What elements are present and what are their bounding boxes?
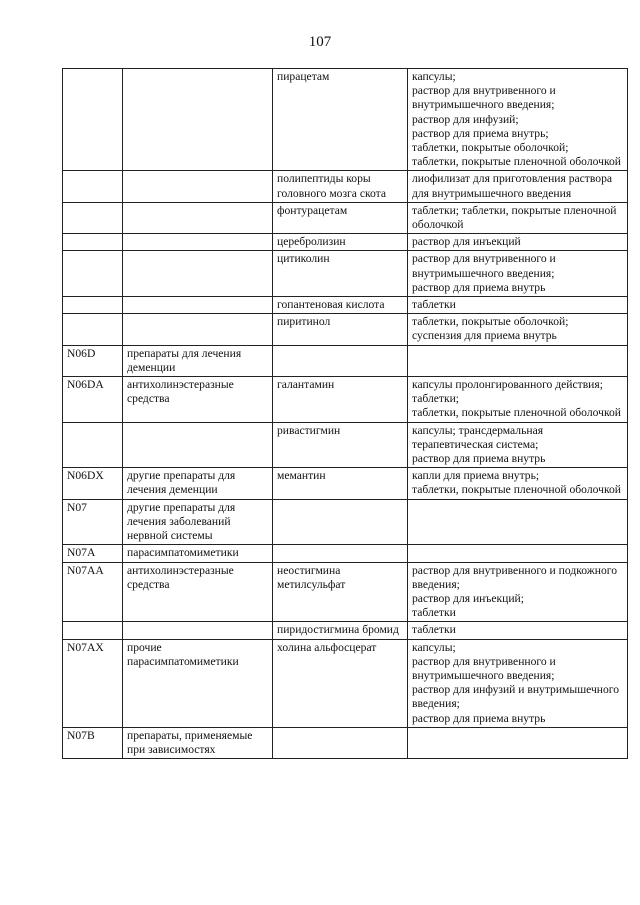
cell-drug-name bbox=[273, 499, 408, 545]
cell-group-name: другие препараты для лечения деменции bbox=[123, 468, 273, 499]
dosage-form-line: таблетки bbox=[412, 606, 456, 620]
cell-atc-code bbox=[63, 297, 123, 314]
cell-atc-code bbox=[63, 202, 123, 233]
cell-group-name bbox=[123, 202, 273, 233]
cell-drug-name bbox=[273, 727, 408, 758]
cell-dosage-forms bbox=[408, 314, 628, 345]
dosage-form-line: раствор для внутривенного и подкожного введения; bbox=[412, 563, 618, 591]
cell-dosage-forms bbox=[408, 251, 628, 297]
table-row bbox=[63, 345, 628, 376]
cell-atc-code: N06D bbox=[63, 345, 123, 376]
table-row bbox=[63, 727, 628, 758]
table-row bbox=[63, 499, 628, 545]
dosage-form-line: раствор для приема внутрь bbox=[412, 452, 546, 466]
cell-drug-name: ривастигмин bbox=[273, 422, 408, 468]
dosage-form-line: раствор для инъекций; bbox=[412, 591, 524, 605]
cell-dosage-forms bbox=[408, 234, 628, 251]
cell-group-name bbox=[123, 251, 273, 297]
table-row bbox=[63, 377, 628, 423]
dosage-form-line: раствор для внутривенного и внутримышечного введения; bbox=[412, 252, 556, 280]
table-row bbox=[63, 171, 628, 202]
cell-group-name bbox=[123, 234, 273, 251]
cell-group-name bbox=[123, 422, 273, 468]
drug-table bbox=[62, 68, 628, 759]
cell-drug-name: гопантеновая кислота bbox=[273, 297, 408, 314]
cell-group-name: препараты, применяемые при зависимостях bbox=[123, 727, 273, 758]
dosage-form-line: таблетки, покрытые пленочной оболочкой bbox=[412, 155, 621, 169]
cell-dosage-forms bbox=[408, 377, 628, 423]
dosage-form-line: капсулы; bbox=[412, 70, 456, 83]
table-row bbox=[63, 297, 628, 314]
dosage-form-line: таблетки, покрытые пленочной оболочкой bbox=[412, 483, 621, 497]
cell-drug-name: мемантин bbox=[273, 468, 408, 499]
dosage-form-line: таблетки; таблетки, покрытые пленочной оболочкой bbox=[412, 203, 617, 232]
dosage-form-line: раствор для внутривенного и внутримышечного введения; bbox=[412, 84, 556, 112]
page-number: 107 bbox=[308, 34, 332, 50]
dosage-form-line: раствор для инфузий; bbox=[412, 112, 519, 126]
cell-atc-code bbox=[63, 314, 123, 345]
dosage-form-line: лиофилизат для приготовления раствора для внутримышечного введения bbox=[412, 172, 613, 200]
cell-drug-name bbox=[273, 545, 408, 562]
cell-drug-name: пирацетам bbox=[273, 69, 408, 171]
cell-drug-name: галантамин bbox=[273, 377, 408, 423]
cell-dosage-forms bbox=[408, 69, 628, 171]
dosage-form-line: таблетки, покрытые оболочкой; bbox=[412, 315, 569, 329]
cell-dosage-forms bbox=[408, 468, 628, 499]
cell-drug-name: неостигмина метилсульфат bbox=[273, 562, 408, 622]
cell-group-name bbox=[123, 297, 273, 314]
cell-atc-code: N07A bbox=[63, 545, 123, 562]
cell-atc-code bbox=[63, 251, 123, 297]
cell-dosage-forms bbox=[408, 297, 628, 314]
cell-drug-name: церебролизин bbox=[273, 234, 408, 251]
cell-drug-name: фонтурацетам bbox=[273, 202, 408, 233]
dosage-form-line: таблетки bbox=[412, 623, 456, 637]
table-row bbox=[63, 622, 628, 639]
cell-drug-name: цитиколин bbox=[273, 251, 408, 297]
dosage-form-line: капсулы; трансдермальная терапевтическая система; bbox=[412, 423, 544, 451]
cell-atc-code bbox=[63, 622, 123, 639]
cell-drug-name bbox=[273, 345, 408, 376]
cell-drug-name: полипептиды коры головного мозга скота bbox=[273, 171, 408, 202]
cell-dosage-forms bbox=[408, 202, 628, 233]
cell-atc-code: N06DX bbox=[63, 468, 123, 499]
cell-dosage-forms bbox=[408, 499, 628, 545]
dosage-form-line: таблетки, покрытые пленочной оболочкой bbox=[412, 406, 621, 420]
cell-dosage-forms bbox=[408, 639, 628, 727]
cell-atc-code: N07AX bbox=[63, 639, 123, 727]
cell-drug-name: пиритинол bbox=[273, 314, 408, 345]
cell-group-name: прочие парасимпатомиметики bbox=[123, 639, 273, 727]
dosage-form-line: капсулы пролонгированного действия; таблетки; bbox=[412, 378, 603, 406]
cell-group-name bbox=[123, 69, 273, 171]
cell-atc-code: N07AA bbox=[63, 562, 123, 622]
cell-group-name: другие препараты для лечения заболеваний нервной системы bbox=[123, 499, 273, 545]
dosage-form-line: капсулы; bbox=[412, 640, 456, 654]
dosage-form-line: раствор для инъекций bbox=[412, 235, 521, 249]
table-row bbox=[63, 251, 628, 297]
table-row bbox=[63, 545, 628, 562]
cell-dosage-forms bbox=[408, 562, 628, 622]
cell-dosage-forms bbox=[408, 422, 628, 468]
cell-dosage-forms bbox=[408, 171, 628, 202]
table-row bbox=[63, 562, 628, 622]
cell-atc-code: N07B bbox=[63, 727, 123, 758]
cell-group-name bbox=[123, 622, 273, 639]
cell-group-name: антихолинэстеразные средства bbox=[123, 377, 273, 423]
cell-dosage-forms bbox=[408, 622, 628, 639]
cell-atc-code bbox=[63, 69, 123, 171]
cell-group-name bbox=[123, 171, 273, 202]
cell-atc-code bbox=[63, 234, 123, 251]
dosage-form-line: раствор для приема внутрь; bbox=[412, 126, 549, 140]
table-row bbox=[63, 234, 628, 251]
cell-atc-code: N06DA bbox=[63, 377, 123, 423]
dosage-form-line: раствор для приема внутрь bbox=[412, 280, 546, 294]
dosage-form-line: суспензия для приема внутрь bbox=[412, 329, 557, 343]
cell-dosage-forms bbox=[408, 727, 628, 758]
cell-dosage-forms bbox=[408, 345, 628, 376]
dosage-form-line: таблетки bbox=[412, 298, 456, 312]
dosage-form-line: таблетки, покрытые оболочкой; bbox=[412, 141, 569, 155]
cell-drug-name: холина альфосцерат bbox=[273, 639, 408, 727]
dosage-form-line: раствор для внутривенного и внутримышечного введения; bbox=[412, 654, 556, 682]
table-row bbox=[63, 468, 628, 499]
cell-group-name: антихолинэстеразные средства bbox=[123, 562, 273, 622]
cell-dosage-forms bbox=[408, 545, 628, 562]
table-row bbox=[63, 639, 628, 727]
dosage-form-line: капли для приема внутрь; bbox=[412, 469, 540, 483]
table-row bbox=[63, 314, 628, 345]
cell-group-name bbox=[123, 314, 273, 345]
cell-atc-code: N07 bbox=[63, 499, 123, 545]
table-row bbox=[63, 202, 628, 233]
cell-group-name: препараты для лечения деменции bbox=[123, 345, 273, 376]
cell-group-name: парасимпатомиметики bbox=[123, 545, 273, 562]
dosage-form-line: раствор для приема внутрь bbox=[412, 711, 546, 725]
cell-atc-code bbox=[63, 422, 123, 468]
table-row bbox=[63, 422, 628, 468]
dosage-form-line: раствор для инфузий и внутримышечного введения; bbox=[412, 683, 620, 711]
table-row bbox=[63, 69, 628, 171]
cell-atc-code bbox=[63, 171, 123, 202]
cell-drug-name: пиридостигмина бромид bbox=[273, 622, 408, 639]
